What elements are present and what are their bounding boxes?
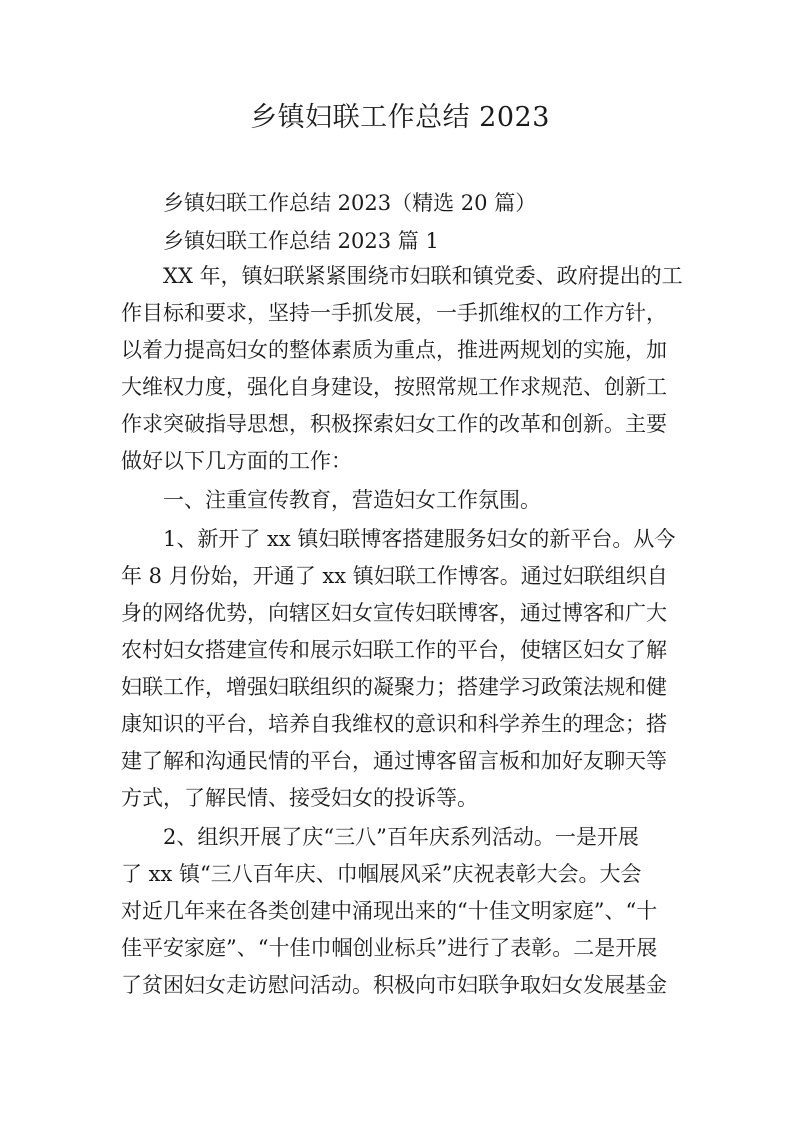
text-line: 2、组织开展了庆“三八”百年庆系列活动。一是开展	[163, 825, 639, 849]
text-line: 以着力提高妇女的整体素质为重点，推进两规划的实施，加	[121, 338, 667, 362]
text-line: 身的网络优势，向辖区妇女宣传妇联博客，通过博客和广大	[121, 601, 667, 625]
document-title: 乡镇妇联工作总结 2023	[250, 102, 550, 133]
text-line: XX 年，镇妇联紧紧围绕市妇联和镇党委、政府提出的工	[163, 264, 683, 288]
text-line: 作求突破指导思想，积极探索妇女工作的改革和创新。主要	[121, 412, 667, 436]
text-line: 对近几年来在各类创建中涌现出来的“十佳文明家庭”、“十	[121, 899, 658, 923]
section-heading: 乡镇妇联工作总结 2023 篇 1	[163, 229, 439, 253]
text-line: 康知识的平台，培养自我维权的意识和科学养生的理念；搭	[121, 712, 667, 736]
text-line: 年 8 月份始，开通了 xx 镇妇联工作博客。通过妇联组织自	[121, 564, 668, 588]
section-heading: 一、注重宣传教育，营造妇女工作氛围。	[163, 488, 541, 512]
text-line: 了贫困妇女走访慰问活动。积极向市妇联争取妇女发展基金	[121, 973, 667, 997]
text-line: 1、新开了 xx 镇妇联博客搭建服务妇女的新平台。从今	[163, 527, 676, 551]
text-line: 作目标和要求，坚持一手抓发展，一手抓维权的工作方针，	[121, 301, 667, 325]
text-line: 方式，了解民情、接受妇女的投诉等。	[121, 786, 478, 810]
text-line: 了 xx 镇“三八百年庆、巾帼展风采”庆祝表彰大会。大会	[121, 862, 642, 886]
subtitle-line: 乡镇妇联工作总结 2023（精选 20 篇）	[163, 191, 537, 215]
text-line: 妇联工作，增强妇联组织的凝聚力；搭建学习政策法规和健	[121, 675, 667, 699]
text-line: 农村妇女搭建宣传和展示妇联工作的平台，使辖区妇女了解	[121, 638, 667, 662]
text-line: 做好以下几方面的工作：	[121, 449, 352, 473]
text-line: 建了解和沟通民情的平台，通过博客留言板和加好友聊天等	[121, 749, 667, 773]
text-line: 大维权力度，强化自身建设，按照常规工作求规范、创新工	[121, 375, 667, 399]
text-line: 佳平安家庭”、“十佳巾帼创业标兵”进行了表彰。二是开展	[121, 936, 658, 960]
